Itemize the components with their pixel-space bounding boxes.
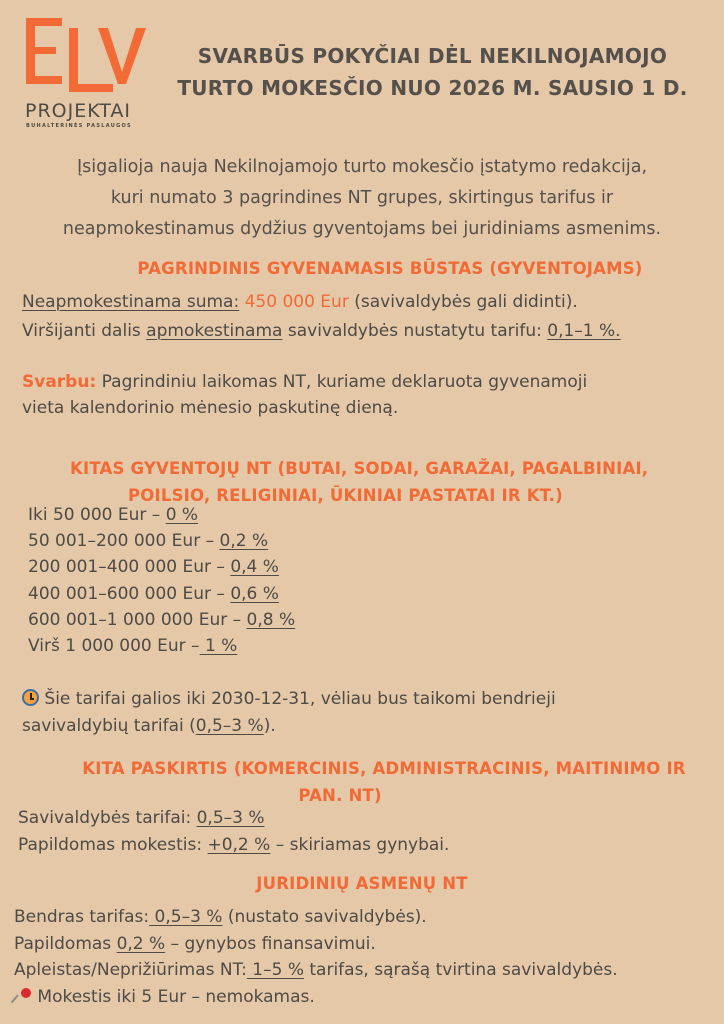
- intro-paragraph: [10, 152, 714, 245]
- excess-mid-text: savivaldybės nustatytu tarifu:: [282, 321, 548, 341]
- tax-free-value: 450 000 Eur: [239, 292, 349, 312]
- general-rate: 0,5–3 %: [149, 907, 223, 927]
- important-note: [22, 369, 587, 421]
- validity-rate: 0,5–3 %: [195, 716, 264, 736]
- company-logo: [22, 14, 152, 132]
- legal-entity-rates: Bendras tarifas: 0,5–3 % (nustato savivaldybės). Papildomas 0,2 % – gynybos finansavimui. Apleistas/Neprižiūrimas NT: 1–5 % tarifas, sąrašą tvirtina savivaldybės. Mokestis iki 5 Eur – nemokamas.: [14, 904, 618, 1010]
- rates-list: [28, 502, 295, 659]
- validity-note: Šie tarifai galios iki 2030-12-31, vėliau bus taikomi bendrieji savivaldybių tarifai (0,5–3 %).: [22, 689, 556, 736]
- heading-line-1: KITAS GYVENTOJŲ NT (BUTAI, SODAI, GARAŽAI, PAGALBINIAI,: [70, 459, 649, 478]
- excess-taxable-word: apmokestinama: [146, 321, 283, 341]
- additional-rate: +0,2 %: [207, 835, 271, 855]
- tax-free-amount-line: [22, 289, 578, 315]
- min-tax-note: Mokestis iki 5 Eur – nemokamas.: [32, 986, 315, 1007]
- heading-line-2: PAN. NT): [298, 786, 382, 805]
- logo-tagline: BUHALTERINĖS PASLAUGOS: [26, 123, 132, 129]
- title-line-2: TURTO MOKESČIO NUO 2026 M. SAUSIO 1 D.: [177, 76, 688, 100]
- neglected-rate: 1–5 %: [246, 960, 304, 980]
- rate-row: 50 001–200 000 Eur – 0,2 %: [28, 531, 269, 552]
- section-heading-primary-residence: PAGRINDINIS GYVENAMASIS BŪSTAS (GYVENTOJAMS): [137, 259, 643, 278]
- excess-text: Viršijanti dalis: [22, 321, 147, 341]
- important-text-1: Pagrindiniu laikomas NT, kuriame deklaruota gyvenamoji: [96, 372, 588, 392]
- important-label: Svarbu:: [22, 372, 97, 392]
- excess-rate: 0,1–1 %.: [547, 321, 621, 341]
- intro-line-3: neapmokestinamus dydžius gyventojams bei juridiniams asmenims.: [62, 219, 662, 239]
- section-heading-other-residents: [70, 455, 648, 509]
- heading-line-1: KITA PASKIRTIS (KOMERCINIS, ADMINISTRACINIS, MAITINIMO IR: [82, 759, 686, 778]
- excess-taxation-line: [22, 318, 621, 344]
- rate-row: 600 001–1 000 000 Eur – 0,8 %: [28, 609, 296, 630]
- section-heading-other-purpose: [0, 755, 724, 809]
- important-text-2: vieta kalendorinio mėnesio paskutinę dieną.: [22, 398, 399, 418]
- validity-text-2: savivaldybių tarifai (: [22, 716, 196, 736]
- validity-text-1: Šie tarifai galios iki 2030-12-31, vėliau bus taikomi bendrieji: [39, 689, 556, 709]
- section-heading-legal-entities: JURIDINIŲ ASMENŲ NT: [256, 874, 468, 893]
- intro-line-1: Įsigalioja nauja Nekilnojamojo turto mokesčio įstatymo redakcija,: [76, 157, 648, 177]
- rate-row: Virš 1 000 000 Eur – 1 %: [28, 636, 238, 657]
- title-line-1: SVARBŪS POKYČIAI DĖL NEKILNOJAMOJO: [197, 44, 668, 68]
- municipal-rate: 0,5–3 %: [196, 808, 265, 828]
- tax-free-note: (savivaldybės gali didinti).: [348, 292, 578, 312]
- elv-logo-mark: [22, 14, 152, 104]
- rate-row: 400 001–600 000 Eur – 0,6 %: [28, 583, 279, 604]
- other-purpose-rates: Savivaldybės tarifai: 0,5–3 % Papildomas mokestis: +0,2 % – skiriamas gynybai.: [18, 808, 450, 855]
- heading-line-2: POILSIO, RELIGINIAI, ŪKINIAI PASTATAI IR KT.): [128, 486, 563, 505]
- pushpin-icon: [14, 987, 32, 1005]
- page-title: [155, 40, 710, 104]
- rate-row: 200 001–400 000 Eur – 0,4 %: [28, 557, 279, 578]
- tax-free-label: Neapmokestinama suma:: [22, 292, 240, 312]
- defense-rate: 0,2 %: [116, 933, 166, 954]
- logo-name: PROJEKTAI: [25, 100, 131, 122]
- clock-icon: [22, 689, 39, 706]
- rate-row: Iki 50 000 Eur – 0 %: [28, 505, 199, 525]
- intro-line-2: kuri numato 3 pagrindines NT grupes, skirtingus tarifus ir: [110, 188, 614, 208]
